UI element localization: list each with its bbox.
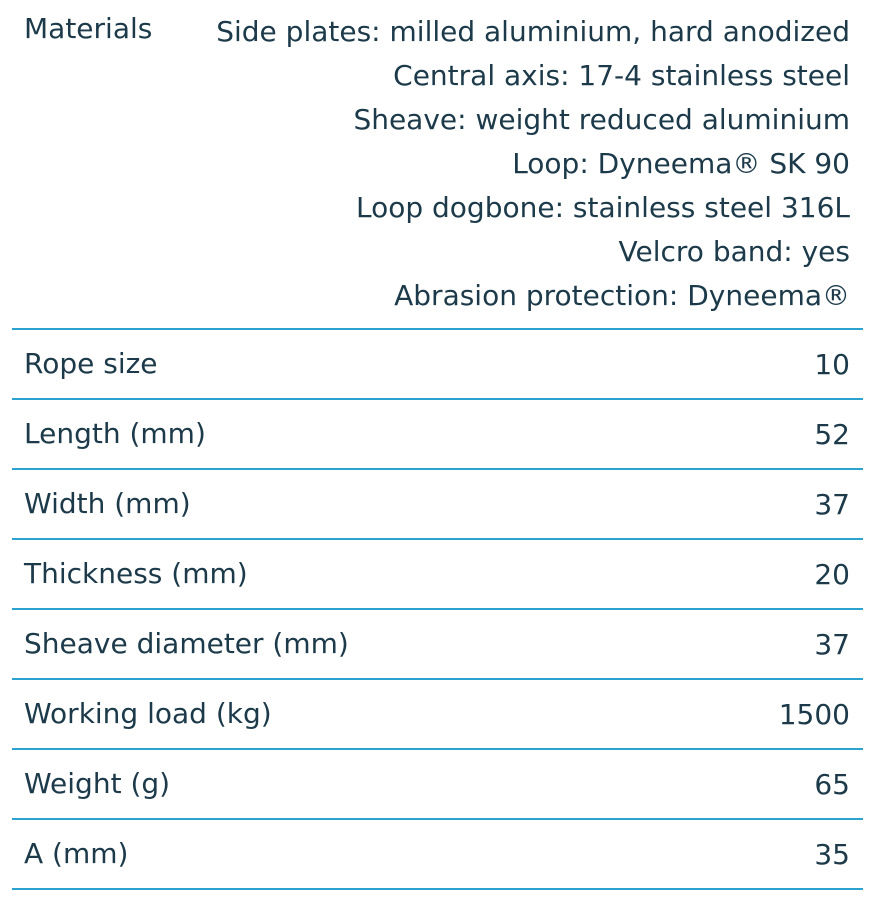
spec-label: Length (mm) [24, 417, 206, 450]
spec-value: 52 [814, 417, 850, 451]
spec-value: 10 [814, 347, 850, 381]
material-loop: Loop: Dyneema® SK 90 [512, 147, 850, 180]
spec-label: Thickness (mm) [24, 557, 248, 590]
spec-label: Sheave diameter (mm) [24, 627, 349, 660]
spec-row-rope-size [12, 330, 863, 400]
materials-label: Materials [24, 12, 153, 45]
spec-table [12, 0, 863, 890]
spec-label: Weight (g) [24, 767, 171, 800]
spec-label: Rope size [24, 347, 158, 380]
material-sheave: Sheave: weight reduced aluminium [353, 103, 850, 136]
material-loop-dogbone: Loop dogbone: stainless steel 316L [355, 191, 850, 224]
spec-value: 37 [814, 627, 850, 661]
spec-row-working-load [12, 680, 863, 750]
materials-row [12, 0, 863, 330]
spec-row-sheave-diameter [12, 610, 863, 680]
spec-row-a [12, 820, 863, 890]
material-velcro-band: Velcro band: yes [618, 235, 850, 268]
spec-row-width [12, 470, 863, 540]
spec-row-length [12, 400, 863, 470]
spec-label: Working load (kg) [24, 697, 272, 730]
spec-value: 20 [814, 557, 850, 591]
material-side-plates: Side plates: milled aluminium, hard anodized [216, 15, 850, 48]
spec-label: A (mm) [24, 837, 129, 870]
material-abrasion-protection: Abrasion protection: Dyneema® [394, 279, 850, 312]
spec-value: 1500 [778, 697, 850, 731]
spec-row-weight [12, 750, 863, 820]
spec-value: 35 [814, 837, 850, 871]
spec-label: Width (mm) [24, 487, 191, 520]
material-central-axis: Central axis: 17-4 stainless steel [393, 59, 850, 92]
materials-values [216, 10, 850, 318]
spec-row-thickness [12, 540, 863, 610]
spec-value: 65 [814, 767, 850, 801]
spec-value: 37 [814, 487, 850, 521]
